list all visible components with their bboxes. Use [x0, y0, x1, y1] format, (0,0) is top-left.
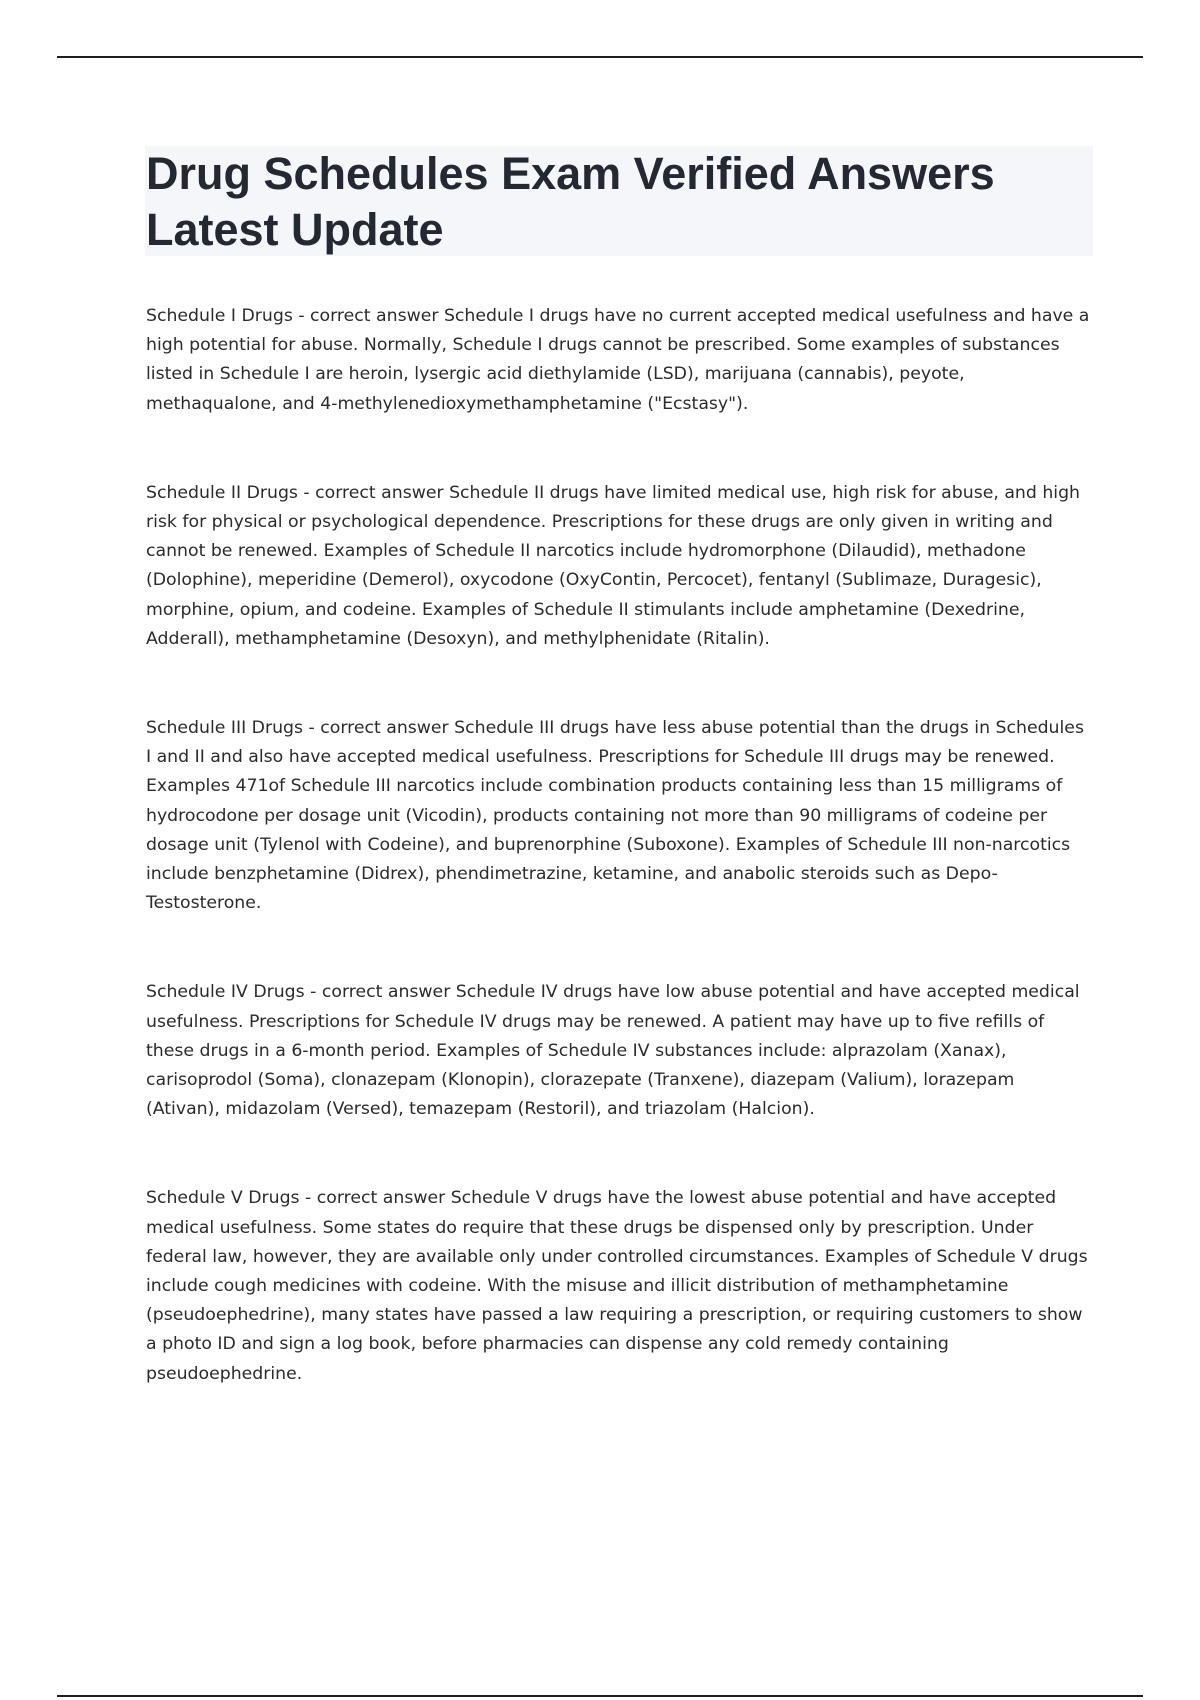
top-rule [57, 56, 1143, 58]
schedule-ii-entry: Schedule II Drugs - correct answer Schedule II drugs have limited medical use, high risk for abuse, and high risk for physical or psychological dependence. Prescriptions for these drugs are only given in writing and cannot be renewed. Examples of Schedule II narcotics include hydromorphone (Dilaudid), methadone (Dolophine), meperidine (Demerol), oxycodone (OxyContin, Percocet), fentanyl (Sublimaze, Duragesic), morphine, opium, and codeine. Examples of Schedule II stimulants include amphetamine (Dexedrine, Adderall), methamphetamine (Desoxyn), and methylphenidate (Ritalin). [146, 482, 1080, 649]
bottom-rule [57, 1695, 1143, 1697]
page-title: Drug Schedules Exam Verified Answers Latest Update [146, 148, 995, 255]
schedule-i-entry: Schedule I Drugs - correct answer Schedule I drugs have no current accepted medical usefulness and have a high potential for abuse. Normally, Schedule I drugs cannot be prescribed. Some examples of substances listed in Schedule I are heroin, lysergic acid diethylamide (LSD), marijuana (cannabis), peyote, methaqualone, and 4-methylenedioxymethamphetamine ("Ecstasy"). [146, 306, 1090, 414]
answer-list [146, 302, 1092, 1389]
schedule-iii-entry: Schedule III Drugs - correct answer Schedule III drugs have less abuse potential than the drugs in Schedules I and II and also have accepted medical usefulness. Prescriptions for Schedule III drugs may be renewed. Examples 471of Schedule III narcotics include combination products containing less than 15 milligrams of hydrocodone per dosage unit (Vicodin), products containing not more than 90 milligrams of codeine per dosage unit (Tylenol with Codeine), and buprenorphine (Suboxone). Examples of Schedule III non-narcotics include benzphetamine (Didrex), phendimetrazine, ketamine, and anabolic steroids such as Depo-Testosterone. [146, 718, 1084, 914]
schedule-v-entry: Schedule V Drugs - correct answer Schedule V drugs have the lowest abuse potential and have accepted medical usefulness. Some states do require that these drugs be dispensed only by prescription. Under federal law, however, they are available only under controlled circumstances. Examples of Schedule V drugs include cough medicines with codeine. With the misuse and illicit distribution of methamphetamine (pseudoephedrine), many states have passed a law requiring a prescription, or requiring customers to show a photo ID and sign a log book, before pharmacies can dispense any cold remedy containing pseudoephedrine. [146, 1188, 1088, 1384]
schedule-iv-entry: Schedule IV Drugs - correct answer Schedule IV drugs have low abuse potential and have accepted medical usefulness. Prescriptions for Schedule IV drugs may be renewed. A patient may have up to five refills of these drugs in a 6-month period. Examples of Schedule IV substances include: alprazolam (Xanax), carisoprodol (Soma), clonazepam (Klonopin), clorazepate (Tranxene), diazepam (Valium), lorazepam (Ativan), midazolam (Versed), temazepam (Restoril), and triazolam (Halcion). [146, 982, 1080, 1120]
